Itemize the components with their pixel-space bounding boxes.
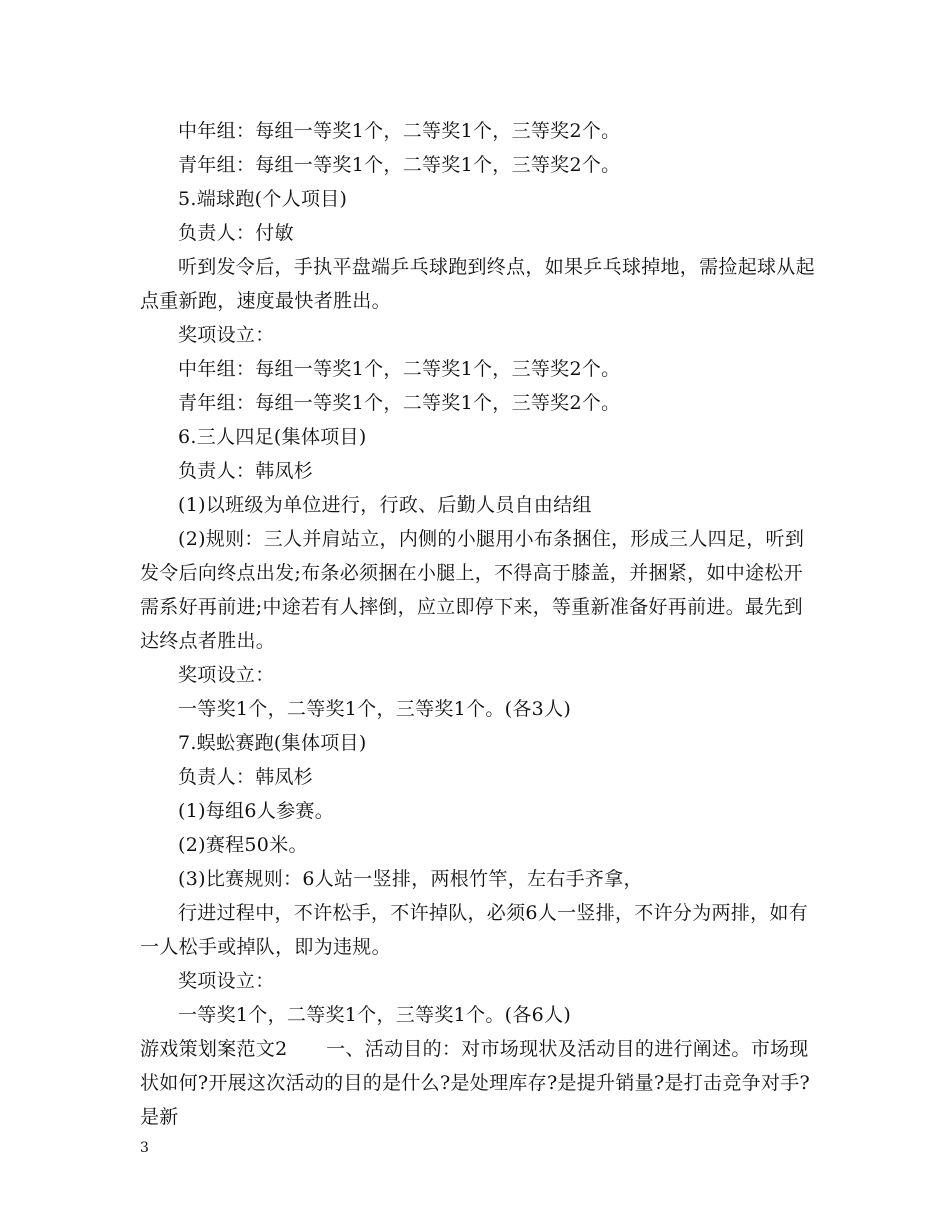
paragraph: (2)规则：三人并肩站立，内侧的小腿用小布条捆住，形成三人四足，听到发令后向终点出发;布条必须捆在小腿上，不得高于膝盖，并捆紧，如中途松开需系好再前进;中途若有人摔倒，应立即停下来，等重新准备好再前进。最先到达终点者胜出。 xyxy=(140,528,805,652)
document-body xyxy=(140,114,820,1134)
paragraph: 行进过程中，不许松手，不许掉队，必须6人一竖排，不许分为两排，如有一人松手或掉队，即为违规。 xyxy=(140,902,808,958)
paragraph: 负责人：付敏 xyxy=(178,222,294,244)
paragraph: 青年组：每组一等奖1个，二等奖1个，三等奖2个。 xyxy=(178,392,621,414)
paragraph: 青年组：每组一等奖1个，二等奖1个，三等奖2个。 xyxy=(178,154,621,176)
paragraph: 奖项设立： xyxy=(178,970,275,992)
section-heading: 6.三人四足(集体项目) xyxy=(178,426,367,448)
paragraph: (3)比赛规则：6人站一竖排，两根竹竿，左右手齐拿， xyxy=(178,868,643,890)
paragraph: 听到发令后，手执平盘端乒乓球跑到终点，如果乒乓球掉地，需捡起球从起点重新跑，速度最快者胜出。 xyxy=(140,256,815,312)
section-heading: 7.蜈蚣赛跑(集体项目) xyxy=(178,732,367,754)
paragraph: 奖项设立： xyxy=(178,664,275,686)
paragraph: 负责人：韩凤杉 xyxy=(178,460,314,482)
paragraph: (1)每组6人参赛。 xyxy=(178,800,335,822)
paragraph: 奖项设立： xyxy=(178,324,275,346)
paragraph: 一等奖1个，二等奖1个，三等奖1个。(各6人) xyxy=(178,1004,572,1026)
paragraph: 中年组：每组一等奖1个，二等奖1个，三等奖2个。 xyxy=(178,120,621,142)
paragraph: 中年组：每组一等奖1个，二等奖1个，三等奖2个。 xyxy=(178,358,621,380)
paragraph: 负责人：韩凤杉 xyxy=(178,766,314,788)
page-number: 3 xyxy=(140,1140,149,1156)
paragraph: (2)赛程50米。 xyxy=(178,834,308,856)
paragraph: 游戏策划案范文2 一、活动目的：对市场现状及活动目的进行阐述。市场现状如何?开展这次活动的目的是什么?是处理库存?是提升销量?是打击竞争对手?是新 xyxy=(140,1038,811,1128)
paragraph: 一等奖1个，二等奖1个，三等奖1个。(各3人) xyxy=(178,698,572,720)
section-heading: 5.端球跑(个人项目) xyxy=(178,188,348,210)
paragraph: (1)以班级为单位进行，行政、后勤人员自由结组 xyxy=(178,494,592,516)
